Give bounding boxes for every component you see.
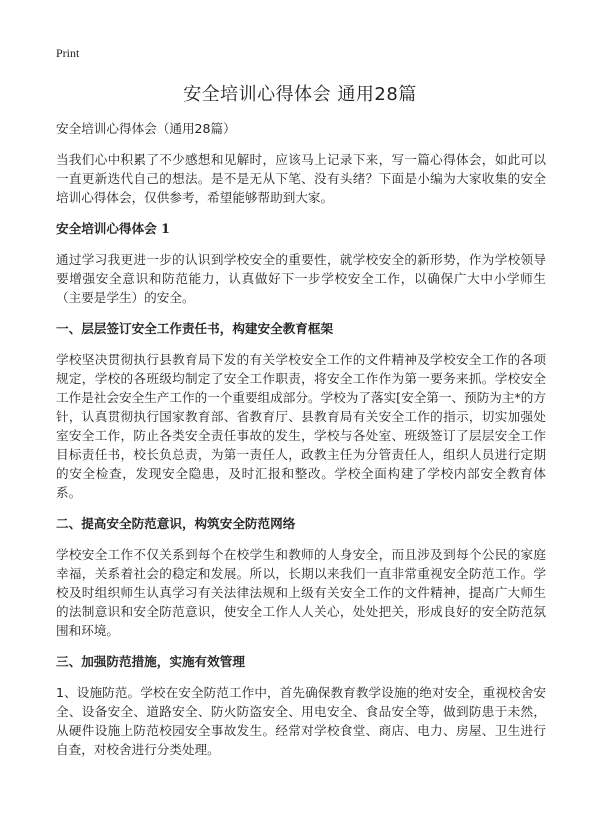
paragraph-1: 学校坚决贯彻执行县教育局下发的有关学校安全工作的文件精神及学校安全工作的各项规定，学校的各班级均制定了安全工作职责，将安全工作作为第一要务来抓。学校安全工作是社会安全生产工作的一个重要组成部分。学校为了落实[安全第一、预防为主*的方针，认真贯彻执行国家教育部、省教育厅、县教育局有关安全工作的指示，切实加强处室安全工作，防止各类安全责任事故的发生，学校与各处室、班级签订了层层安全工作目标责任书，校长负总责，为第一责任人，政教主任为分管责任人，组织人员进行定期的安全检查，发现安全隐患，及时汇报和整改。学校全面构建了学校内部安全教育体系。 — [56, 352, 546, 500]
heading-2: 二、提高安全防范意识，构筑安全防范网络 — [56, 516, 296, 531]
section-intro-paragraph: 通过学习我更进一步的认识到学校安全的重要性，就学校安全的新形势，作为学校领导要增强安全意识和防范能力，认真做好下一步学校安全工作，以确保广大中小学师生（主要是学生）的安全。 — [56, 252, 546, 305]
heading-3: 三、加强防范措施，实施有效管理 — [56, 654, 245, 669]
print-link[interactable]: Print — [56, 46, 80, 60]
page-title: 安全培训心得体会 通用28篇 — [183, 84, 417, 105]
document-subtitle: 安全培训心得体会（通用28篇） — [56, 121, 236, 136]
paragraph-2: 学校安全工作不仅关系到每个在校学生和教师的人身安全，而且涉及到每个公民的家庭幸福，关系着社会的稳定和发展。所以，长期以来我们一直非常重视安全防范工作。学校及时组织师生认真学习有关法律法规和上级有关安全工作的文件精神，提高广大师生的法制意识和安全防范意识，使安全工作人人关心，处处把关，形成良好的安全防范氛围和环境。 — [56, 547, 546, 638]
document-body — [56, 119, 546, 771]
intro-paragraph: 当我们心中积累了不少感想和见解时，应该马上记录下来，写一篇心得体会，如此可以一直更新迭代自己的想法。是不是无从下笔、没有头绪？下面是小编为大家收集的安全培训心得体会，仅供参考，希望能够帮助到大家。 — [56, 152, 546, 205]
heading-1: 一、层层签订安全工作责任书，构建安全教育框架 — [56, 321, 334, 336]
paragraph-3: 1、设施防范。学校在安全防范工作中，首先确保教育教学设施的绝对安全，重视校舍安全、设备安全、道路安全、防火防盗安全、用电安全、食品安全等，做到防患于未然，从硬件设施上防范校园安全事故发生。经常对学校食堂、商店、电力、房屋、卫生进行自查，对校舍进行分类处理。 — [56, 685, 546, 757]
section-title: 安全培训心得体会 1 — [56, 221, 170, 236]
